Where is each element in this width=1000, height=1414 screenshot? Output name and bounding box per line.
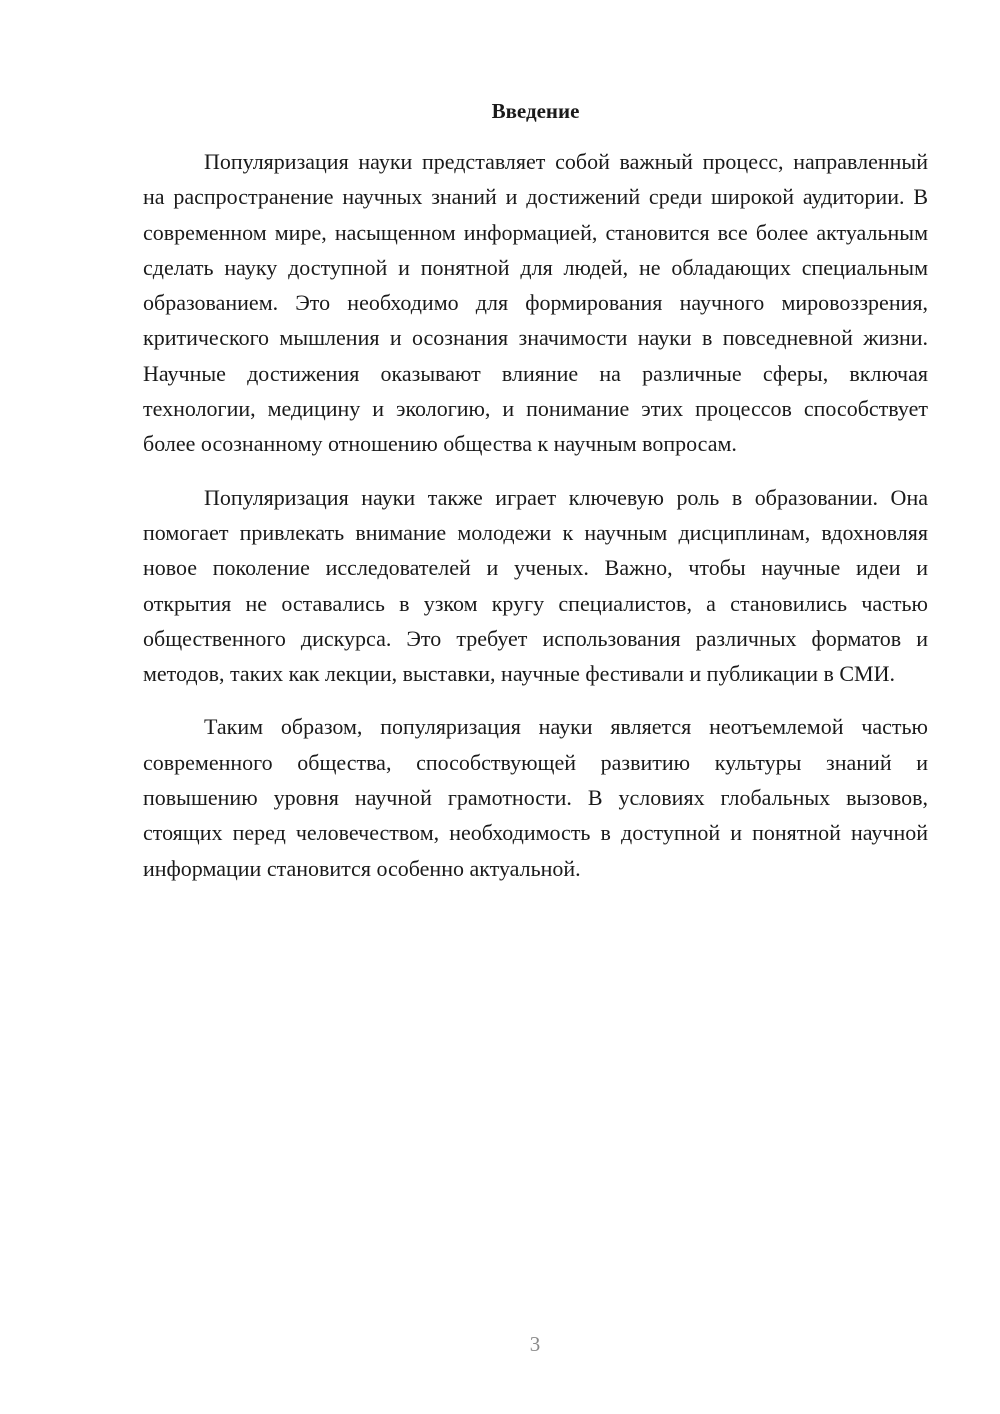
page-number: 3 xyxy=(529,1332,541,1356)
section-title: Введение xyxy=(491,99,580,123)
paragraph-3: Таким образом, популяризация науки является неотъемлемой частью современного общества, способствующей развитию культуры знаний и повышению уровня научной грамотности. В условиях глобальных вызовов, стоящих перед человечеством, необходимость в доступной и понятной научной информации становится особенно актуальной. xyxy=(143,714,928,881)
paragraph-2: Популяризация науки также играет ключевую роль в образовании. Она помогает привлекать внимание молодежи к научным дисциплинам, вдохновляя новое поколение исследователей и ученых. Важно, чтобы научные идеи и открытия не оставались в узком кругу специалистов, а становились частью общественного дискурса. Это требует использования различных форматов и методов, таких как лекции, выставки, научные фестивали и публикации в СМИ. xyxy=(143,484,928,687)
paragraph-1: Популяризация науки представляет собой важный процесс, направленный на распространение научных знаний и достижений среди широкой аудитории. В современном мире, насыщенном информацией, становится все более актуальным сделать науку доступной и понятной для людей, не обладающих специальным образованием. Это необходимо для формирования научного мировоззрения, критического мышления и осознания значимости науки в повседневной жизни. Научные достижения оказывают влияние на различные сферы, включая технологии, медицину и экологию, и понимание этих процессов способствует более осознанному отношению общества к научным вопросам. xyxy=(143,149,928,457)
page-content xyxy=(143,95,928,886)
